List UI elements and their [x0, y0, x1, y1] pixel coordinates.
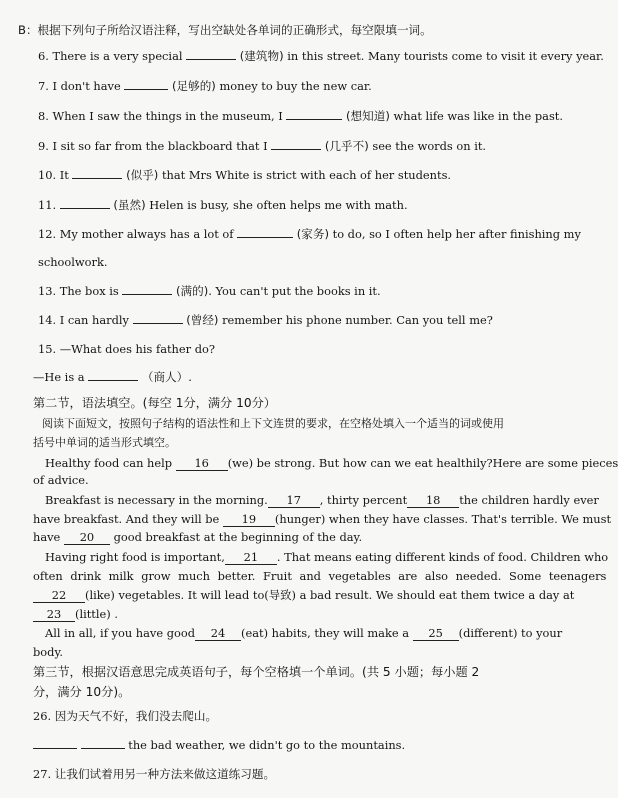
question-13: [38, 283, 381, 299]
question-text: what life was like in the past.: [393, 109, 563, 123]
answer-blank-23[interactable]: 23: [33, 607, 75, 622]
question-9: [38, 138, 486, 154]
question-number: 11.: [38, 198, 57, 212]
question-number: 6.: [38, 49, 49, 63]
answer-blank[interactable]: [124, 78, 168, 90]
chinese-hint: (满的).: [175, 284, 212, 298]
question-text: I can hardly: [59, 313, 129, 327]
answer-blank-25[interactable]: 25: [413, 626, 459, 641]
question-text: to do, so I often help her after finishing my: [332, 227, 581, 241]
question-text: There is a very special: [52, 49, 183, 63]
question-text: I sit so far from the blackboard that I: [52, 139, 268, 153]
question-text: The box is: [59, 284, 119, 298]
passage-text: All in all, if you have good: [45, 626, 196, 640]
passage-text: (eat) habits, they will make a: [241, 626, 410, 640]
section-3-title: 第三节，根据汉语意思完成英语句子，每个空格填一个单词。(共 5 小题；每小题 2: [33, 665, 480, 679]
answer-blank-18[interactable]: 18: [407, 493, 459, 508]
answer-blank-19[interactable]: 19: [223, 512, 275, 527]
answer-blank[interactable]: [271, 138, 321, 150]
section-3-title: 分，满分 10分)。: [33, 685, 131, 699]
question-12-continued: schoolwork.: [38, 255, 108, 269]
chinese-hint: (建筑物): [239, 49, 284, 63]
answer-blank-21[interactable]: 21: [225, 550, 277, 565]
part-b-header: B：根据下列句子所给汉语注释，写出空缺处各单词的正确形式，每空限填一词。: [18, 23, 432, 37]
answer-blank-24[interactable]: 24: [195, 626, 241, 641]
answer-blank[interactable]: [122, 283, 172, 295]
passage-line: often drink milk grow much better. Fruit and vegetables are also needed. Some teenagers: [33, 569, 607, 583]
passage-line: [33, 529, 362, 545]
passage-line: [33, 606, 118, 622]
question-10: [38, 167, 451, 183]
chinese-prompt: 让我们试着用另一种方法来做这道练习题。: [54, 767, 276, 781]
answer-blank-22[interactable]: 22: [33, 588, 85, 603]
question-26-answer-line: [33, 737, 405, 753]
chinese-hint: (几乎不): [324, 139, 369, 153]
answer-blank[interactable]: [186, 48, 236, 60]
question-number: 14.: [38, 313, 57, 327]
passage-text: , thirty percent: [319, 493, 408, 507]
answer-blank-16[interactable]: 16: [176, 456, 228, 471]
question-text: in this street. Many tourists come to visit it every year.: [287, 49, 604, 63]
passage-text: . That means eating different kinds of food. Children who: [276, 550, 609, 564]
passage-line: [33, 587, 574, 603]
question-27: [33, 766, 275, 782]
question-text: I don't have: [52, 79, 121, 93]
passage-line: of advice.: [33, 473, 89, 487]
passage-text: (different) to your: [458, 626, 563, 640]
question-26: [33, 708, 217, 724]
passage-text: (hunger) when they have classes. That's terrible. We must: [274, 512, 612, 526]
chinese-hint: (想知道): [346, 109, 390, 123]
answer-blank[interactable]: [33, 737, 77, 749]
question-number: 15.: [38, 342, 57, 356]
chinese-hint: (似乎): [126, 168, 159, 182]
question-number: 27.: [33, 767, 52, 781]
question-7: [38, 78, 372, 94]
passage-line: body.: [33, 645, 63, 659]
question-number: 8.: [38, 109, 49, 123]
question-number: 9.: [38, 139, 49, 153]
question-11: [38, 197, 408, 213]
question-number: 7.: [38, 79, 49, 93]
answer-blank[interactable]: [60, 197, 110, 209]
passage-text: (like) vegetables. It will lead to(导致) a bad result. We should eat them twice a day at: [85, 588, 575, 602]
passage-text: have: [33, 530, 61, 544]
question-text: It: [59, 168, 69, 182]
passage-text: good breakfast at the beginning of the day.: [113, 530, 363, 544]
question-text: You can't put the books in it.: [215, 284, 381, 298]
section-2-instruction: 阅读下面短文，按照句子结构的语法性和上下文连贯的要求，在空格处填入一个适当的词或使用: [42, 417, 504, 430]
question-number: 10.: [38, 168, 57, 182]
question-text: see the words on it.: [372, 139, 487, 153]
section-2-instruction: 括号中单词的适当形式填空。: [33, 436, 176, 449]
passage-text: (little) .: [75, 607, 118, 621]
passage-text: Breakfast is necessary in the morning.: [45, 493, 268, 507]
chinese-hint: (虽然): [113, 198, 146, 212]
question-6: [38, 48, 604, 64]
question-15: [38, 341, 215, 357]
question-text: My mother always has a lot of: [59, 227, 234, 241]
question-text: —What does his father do?: [59, 342, 215, 356]
passage-line: [45, 492, 599, 508]
passage-text: the children hardly ever: [459, 493, 599, 507]
passage-line: [45, 549, 608, 565]
chinese-prompt: 因为天气不好，我们没去爬山。: [54, 709, 218, 723]
passage-text: Having right food is important,: [45, 550, 225, 564]
question-text: money to buy the new car.: [219, 79, 372, 93]
chinese-hint: （商人）.: [141, 370, 192, 384]
chinese-hint: (家务): [296, 227, 329, 241]
answer-blank[interactable]: [286, 108, 342, 120]
question-text: —He is a: [33, 370, 85, 384]
section-2-title: 第二节，语法填空。(每空 1分，满分 10分）: [33, 396, 276, 410]
question-12: [38, 226, 581, 242]
question-text: the bad weather, we didn't go to the mountains.: [128, 738, 406, 752]
chinese-hint: (足够的): [172, 79, 216, 93]
chinese-hint: (曾经): [186, 313, 219, 327]
question-14: [38, 312, 493, 328]
answer-blank[interactable]: [88, 369, 138, 381]
answer-blank[interactable]: [72, 167, 122, 179]
answer-blank[interactable]: [133, 312, 183, 324]
passage-line: [45, 625, 562, 641]
question-text: Helen is busy, she often helps me with math.: [149, 198, 408, 212]
question-number: 26.: [33, 709, 52, 723]
answer-blank-20[interactable]: 20: [64, 530, 110, 545]
passage-line: [33, 511, 611, 527]
question-text: that Mrs White is strict with each of her students.: [161, 168, 452, 182]
passage-line: [45, 455, 618, 471]
question-text: When I saw the things in the museum, I: [52, 109, 283, 123]
question-text: remember his phone number. Can you tell me?: [222, 313, 493, 327]
passage-text: Healthy food can help: [45, 456, 173, 470]
question-8: [38, 108, 563, 124]
passage-text: (we) be strong. But how can we eat healthily?Here are some pieces: [227, 456, 618, 470]
question-number: 12.: [38, 227, 57, 241]
passage-text: have breakfast. And they will be: [33, 512, 220, 526]
question-number: 13.: [38, 284, 57, 298]
answer-blank[interactable]: [237, 226, 293, 238]
answer-blank-17[interactable]: 17: [268, 493, 320, 508]
question-15-answer-line: [33, 369, 192, 385]
answer-blank[interactable]: [81, 737, 125, 749]
